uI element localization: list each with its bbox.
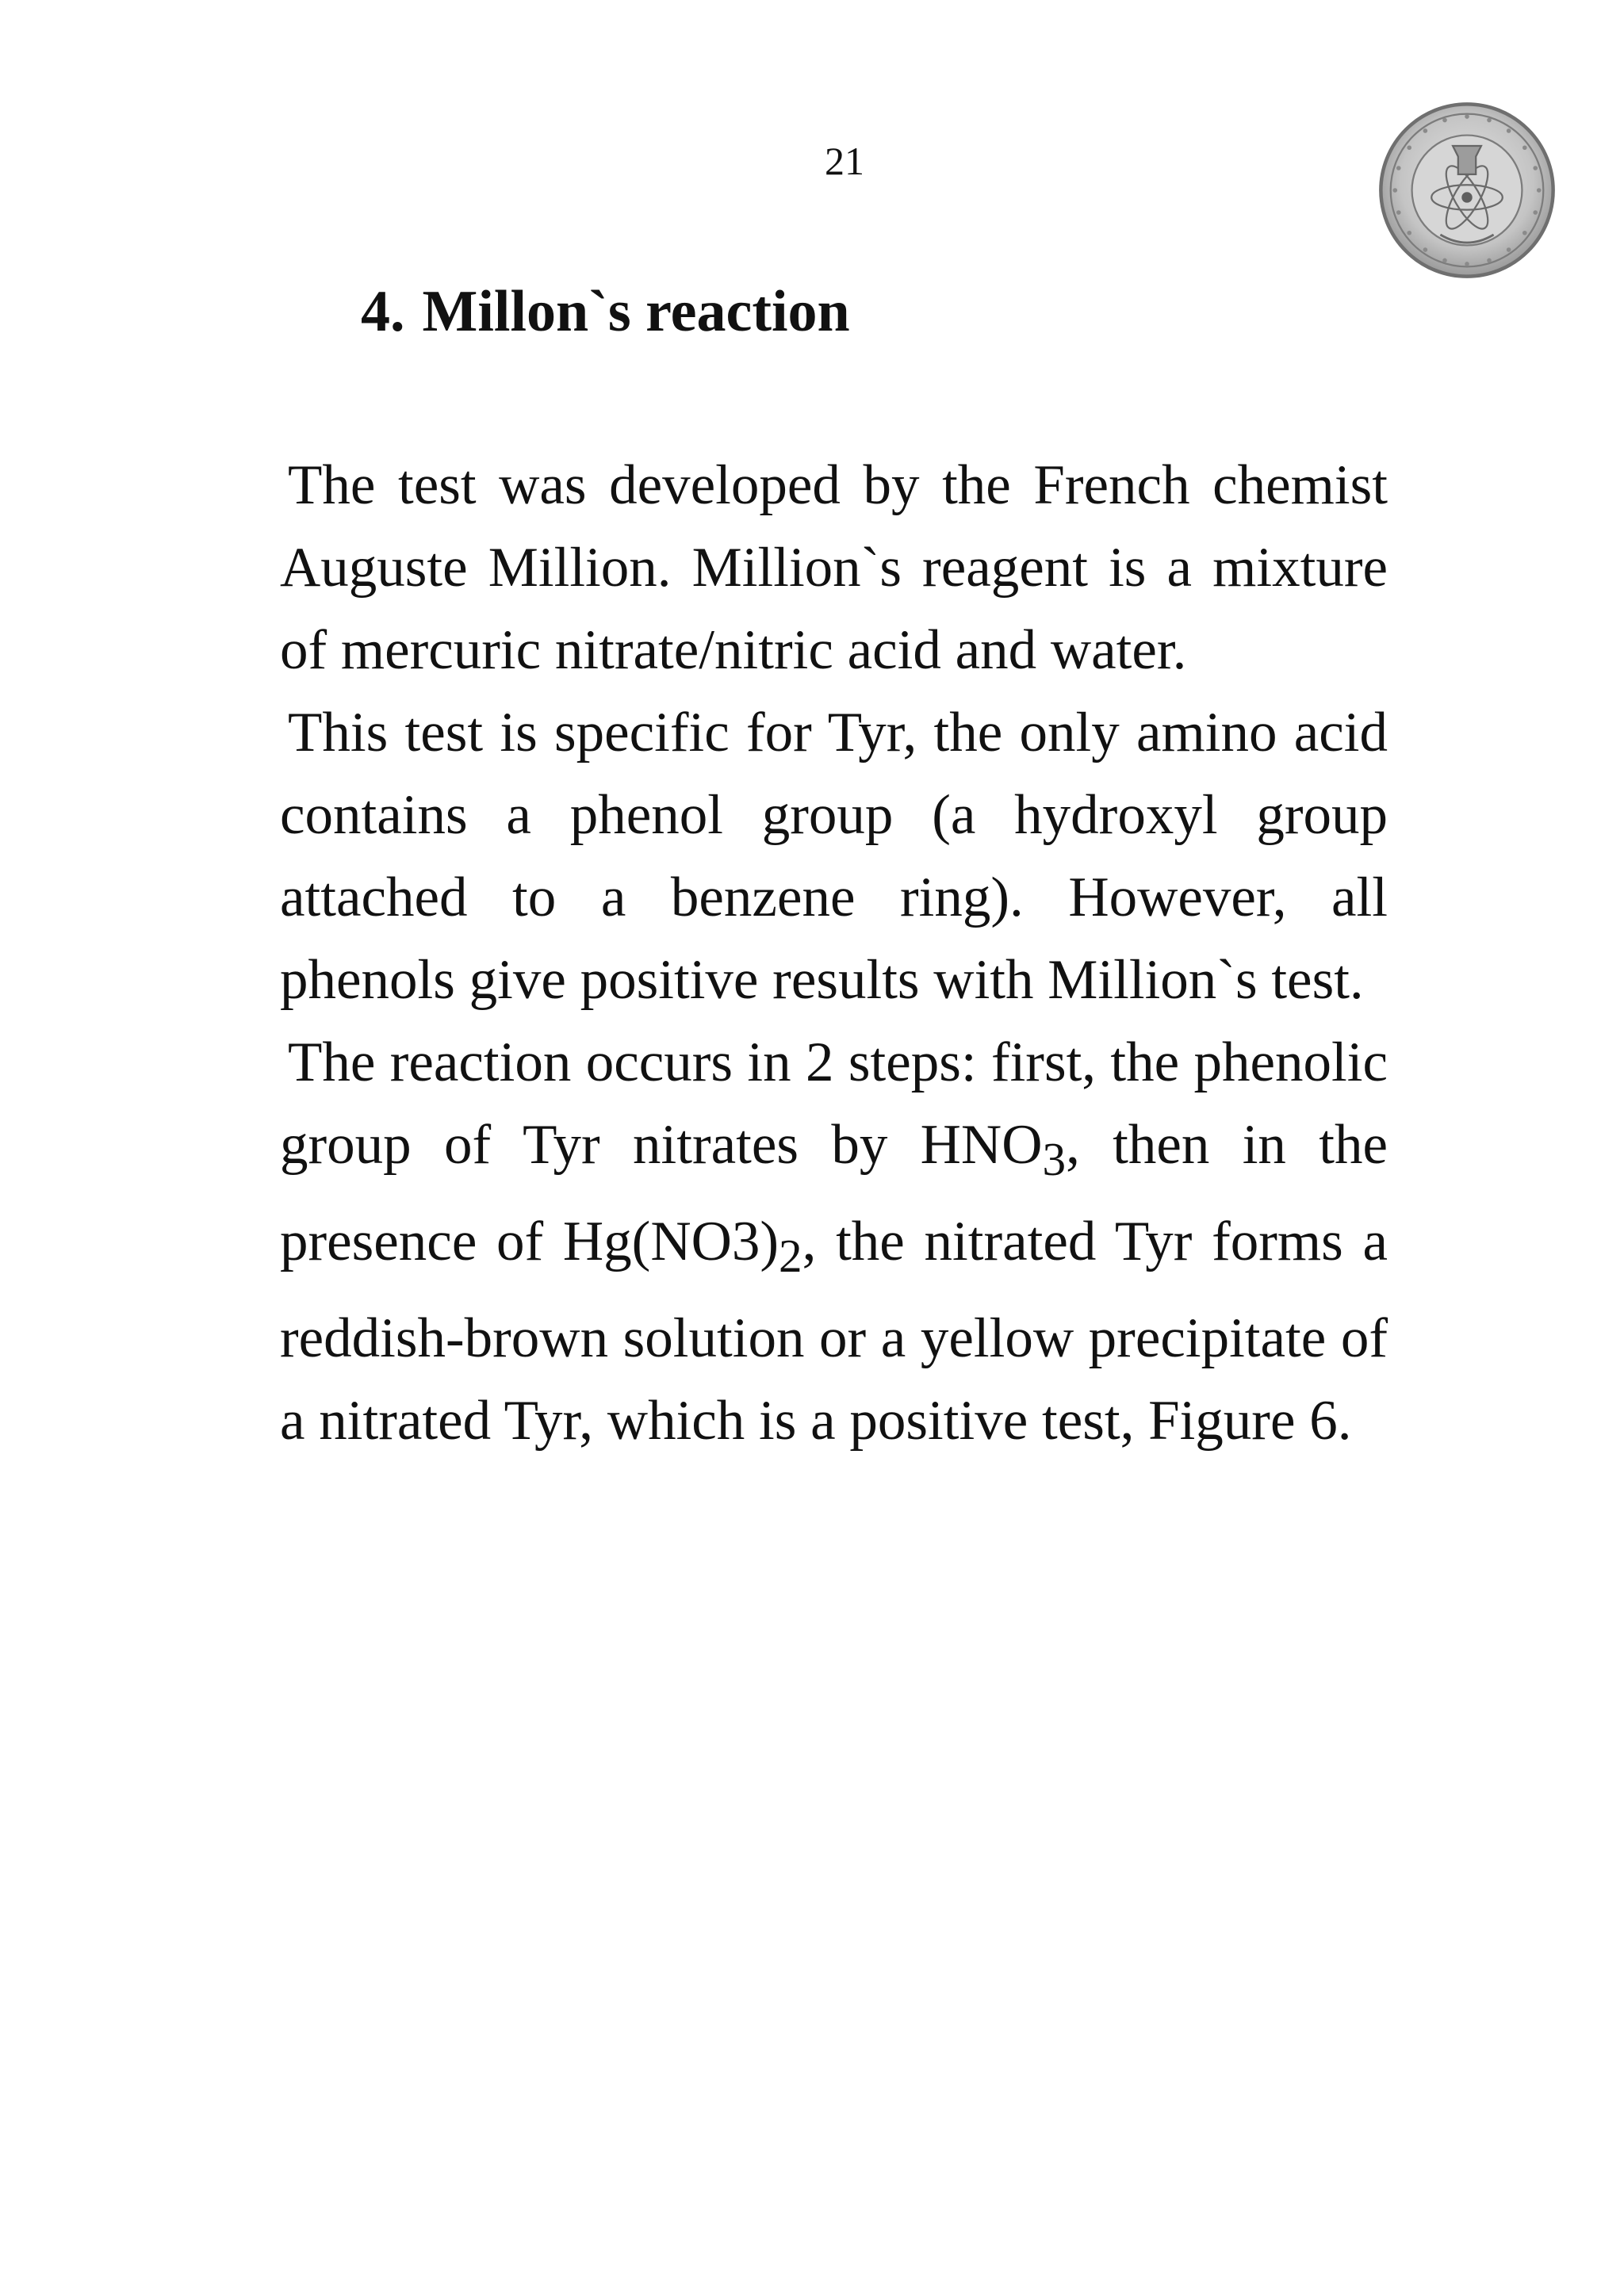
paragraph-3-part-3: , the nitrated Tyr forms a reddish-brown solution or a yellow precipitate of a nitrated Tyr, which is a positive test, Figure 6.	[280, 1211, 1388, 1452]
university-seal-icon	[1378, 101, 1556, 279]
hno3-subscript: 3	[1042, 1133, 1067, 1186]
section-heading	[361, 279, 850, 344]
hg-subscript: 2	[779, 1230, 802, 1283]
paragraph-3-part-1: The reaction occurs in 2 steps: first, the phenolic group of Tyr nitrates by HNO	[280, 1031, 1388, 1176]
paragraph-2: This test is specific for Tyr, the only amino acid contains a phenol group (a hydroxyl group attached to a benzene ring). However, all phenols give positive results with Million`s test.	[280, 702, 1388, 1011]
paragraph-3-part-2: , then in the presence of Hg(NO3)	[280, 1114, 1388, 1273]
section-title: Millon`s reaction	[422, 279, 850, 344]
body-text	[280, 444, 1388, 1462]
paragraph-3	[280, 1021, 1388, 1462]
page-number: 21	[825, 139, 864, 183]
section-number: 4.	[361, 279, 405, 344]
paragraph-1: The test was developed by the French chemist Auguste Million. Million`s reagent is a mixture of mercuric nitrate/nitric acid and water.	[280, 454, 1388, 681]
